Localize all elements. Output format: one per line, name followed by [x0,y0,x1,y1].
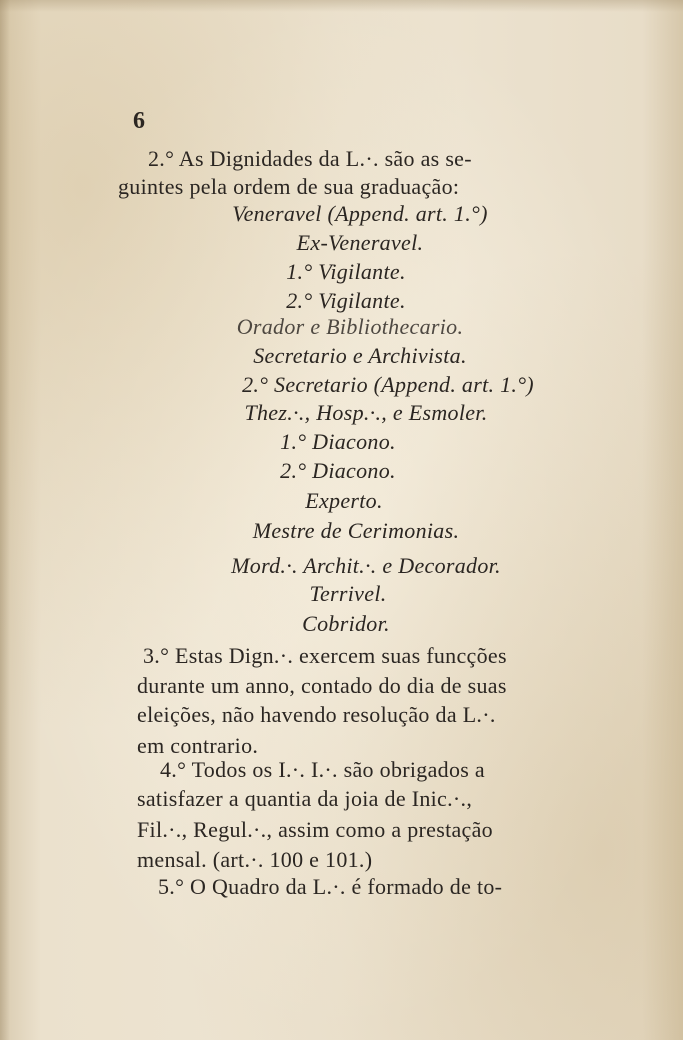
text-line: em contrario. [137,733,259,758]
text-line: 3.° Estas Dign.·. exercem suas funcções [143,643,507,668]
text-line: satisfazer a quantia da joia de Inic.·., [137,786,473,811]
dignity-list-item: 2.° Secretario (Append. art. 1.°) [242,372,534,397]
text-line: mensal. (art.·. 100 e 101.) [137,847,373,872]
dignity-list-item: 2.° Vigilante. [286,288,406,313]
dignity-list-item: 1.° Vigilante. [286,259,406,284]
text-line: durante um anno, contado do dia de suas [137,673,507,698]
dignity-list-item: 2.° Diacono. [280,458,396,483]
text-line: eleições, não havendo resolução da L.·. [137,702,496,727]
dignity-list-item: Ex-Veneravel. [296,230,424,255]
dignity-list-item: 1.° Diacono. [280,429,396,454]
text-line: 2.° As Dignidades da L.·. são as se- [148,146,472,171]
dignity-list-item: Terrivel. [309,581,387,606]
text-line: guintes pela ordem de sua graduação: [118,174,460,199]
dignity-list-item: Mord.·. Archit.·. e Decorador. [231,553,501,578]
dignity-list-item: Thez.·., Hosp.·., e Esmoler. [244,400,488,425]
text-line: 4.° Todos os I.·. I.·. são obrigados a [160,757,485,782]
dignity-list-item: Mestre de Cerimonias. [252,518,460,543]
dignity-list-item: Orador e Bibliothecario. [236,314,464,339]
text-line: 5.° O Quadro da L.·. é formado de to- [158,874,503,899]
dignity-list-item: Secretario e Archivista. [253,343,467,368]
dignity-list-item: Cobridor. [302,611,390,636]
page-number: 6 [133,108,146,134]
text-line: Fil.·., Regul.·., assim como a prestação [137,817,493,842]
dignity-list-item: Experto. [305,488,383,513]
dignity-list-item: Veneravel (Append. art. 1.°) [232,201,488,226]
